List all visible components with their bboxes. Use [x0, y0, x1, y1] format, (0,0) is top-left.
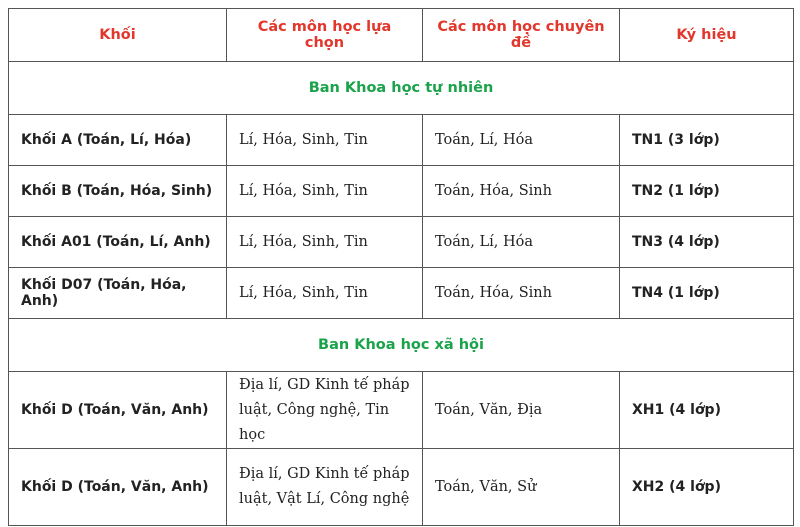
topic-cell: Toán, Lí, Hóa [423, 115, 620, 166]
topic-cell: Toán, Hóa, Sinh [423, 166, 620, 217]
section-title: Ban Khoa học tự nhiên [9, 62, 794, 115]
topic-cell: Toán, Hóa, Sinh [423, 268, 620, 319]
section-row-natural-science [9, 62, 794, 115]
elective-cell: Lí, Hóa, Sinh, Tin [227, 268, 423, 319]
block-cell: Khối A01 (Toán, Lí, Anh) [9, 217, 227, 268]
symbol-cell: XH1 (4 lớp) [620, 372, 794, 449]
topic-cell: Toán, Văn, Địa [423, 372, 620, 449]
symbol-cell: TN3 (4 lớp) [620, 217, 794, 268]
symbol-cell: XH2 (4 lớp) [620, 449, 794, 526]
symbol-cell: TN1 (3 lớp) [620, 115, 794, 166]
table-row [9, 217, 794, 268]
header-block: Khối [9, 9, 227, 62]
header-topic: Các môn học chuyên đề [423, 9, 620, 62]
block-cell: Khối B (Toán, Hóa, Sinh) [9, 166, 227, 217]
elective-cell: Địa lí, GD Kinh tế pháp luật, Vật Lí, Công nghệ [227, 449, 423, 526]
section-title: Ban Khoa học xã hội [9, 319, 794, 372]
block-cell: Khối A (Toán, Lí, Hóa) [9, 115, 227, 166]
elective-cell: Lí, Hóa, Sinh, Tin [227, 217, 423, 268]
table-row [9, 268, 794, 319]
table-row [9, 449, 794, 526]
topic-cell: Toán, Lí, Hóa [423, 217, 620, 268]
symbol-cell: TN4 (1 lớp) [620, 268, 794, 319]
header-row [9, 9, 794, 62]
table-container [8, 8, 794, 526]
block-cell: Khối D (Toán, Văn, Anh) [9, 449, 227, 526]
elective-cell: Lí, Hóa, Sinh, Tin [227, 115, 423, 166]
symbol-cell: TN2 (1 lớp) [620, 166, 794, 217]
block-cell: Khối D07 (Toán, Hóa, Anh) [9, 268, 227, 319]
header-elective: Các môn học lựa chọn [227, 9, 423, 62]
table-row [9, 166, 794, 217]
block-cell: Khối D (Toán, Văn, Anh) [9, 372, 227, 449]
section-row-social-science [9, 319, 794, 372]
header-symbol: Ký hiệu [620, 9, 794, 62]
table-row [9, 115, 794, 166]
table-row [9, 372, 794, 449]
elective-cell: Địa lí, GD Kinh tế pháp luật, Công nghệ, Tin học [227, 372, 423, 449]
elective-cell: Lí, Hóa, Sinh, Tin [227, 166, 423, 217]
class-blocks-table [8, 8, 794, 526]
topic-cell: Toán, Văn, Sử [423, 449, 620, 526]
